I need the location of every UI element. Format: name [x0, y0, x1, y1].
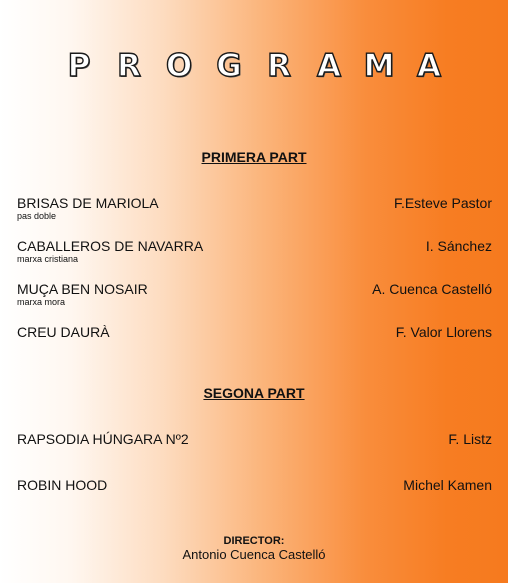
piece-composer: I. Sánchez — [425, 238, 492, 254]
piece-name: CABALLEROS DE NAVARRA — [17, 238, 204, 254]
title-letter: G — [216, 48, 242, 84]
program-item — [17, 477, 492, 493]
program-item — [17, 281, 492, 307]
program-title — [0, 48, 508, 88]
piece-composer: Michel Kamen — [403, 477, 492, 493]
program-item — [17, 431, 492, 447]
piece-genre: marxa mora — [17, 297, 66, 307]
program-item — [17, 195, 492, 221]
piece-composer: F.Esteve Pastor — [393, 195, 492, 211]
piece-name: BRISAS DE MARIOLA — [17, 195, 159, 211]
program-item — [17, 324, 492, 340]
director-label: DIRECTOR: — [223, 535, 285, 547]
piece-name: CREU DAURÀ — [17, 324, 110, 340]
part2-heading: SEGONA PART — [203, 385, 305, 401]
title-letter: R — [117, 48, 141, 84]
title-letter: M — [363, 48, 395, 84]
piece-name: RAPSODIA HÚNGARA Nº2 — [17, 431, 189, 447]
piece-composer: A. Cuenca Castelló — [372, 281, 492, 297]
piece-composer: F. Valor Llorens — [395, 324, 492, 340]
director-block — [0, 535, 508, 563]
title-letter: A — [317, 48, 341, 84]
piece-genre: marxa cristiana — [17, 254, 79, 264]
title-letter: R — [267, 48, 291, 84]
title-letter: P — [67, 48, 91, 84]
piece-name: ROBIN HOOD — [17, 477, 108, 493]
director-name: Antonio Cuenca Castelló — [182, 547, 326, 562]
piece-name: MUÇA BEN NOSAIR — [17, 281, 148, 297]
title-letter: A — [417, 48, 441, 84]
part1-heading: PRIMERA PART — [201, 149, 307, 165]
program-item — [17, 238, 492, 264]
piece-composer: F. Listz — [448, 431, 492, 447]
piece-genre: pas doble — [17, 211, 57, 221]
title-letter: O — [165, 48, 193, 84]
